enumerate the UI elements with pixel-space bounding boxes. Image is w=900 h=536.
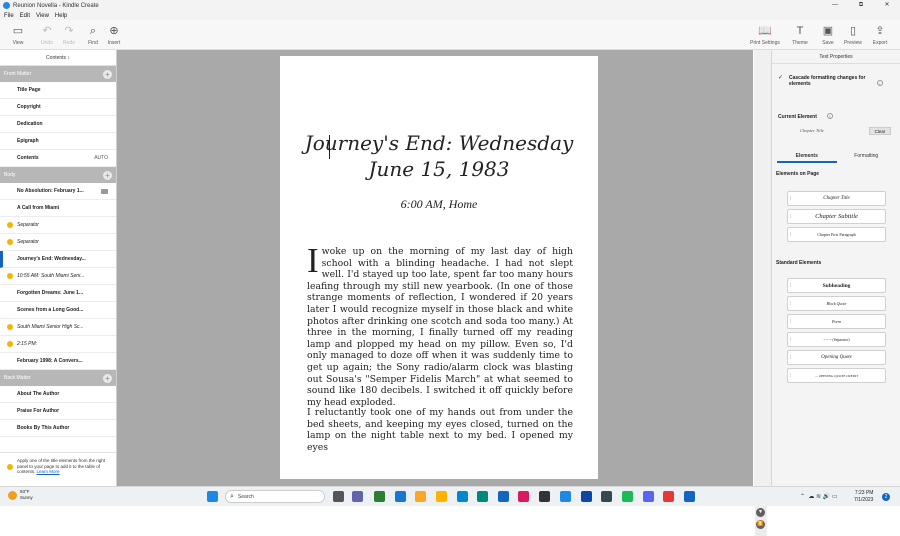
search-placeholder: Search: [237, 493, 254, 500]
toc-item-label: 10:55 AM: South Miami Seni...: [17, 273, 85, 279]
element-separator[interactable]: [787, 332, 886, 347]
element-label: Chapter First Paragraph: [817, 232, 856, 237]
warning-dot-icon: [7, 222, 13, 228]
toolbar: [0, 20, 900, 50]
steam-icon[interactable]: [601, 491, 612, 502]
toc-item-copyright[interactable]: [0, 99, 116, 116]
toc-item-label: 2:15 PM:: [17, 341, 38, 347]
redo-label: Redo: [63, 40, 75, 46]
element-opening-quote-credit[interactable]: [787, 368, 886, 383]
paragraph-text: woke up on the morning of my last day of high school with a blinding headache. I had not slept well. I'd stayed up too late, spent far too many hours leafing through my still new yearbook. (In one of those strange moments of reflection, I wondered if 20 years later I would recognize myself in those black and white photos after drinking one scotch and soda too many.) At three in the morning, I finally turned off my reading lamp and plopped my head on my pillow. Even so, I'd only managed to doze off when it was suddenly time to get up again; the Sony radio/alarm clock was blasting out Sousa's "Semper Fidelis March" at what seemed to sound like 180 decibels. I switched it off quickly before my head exploded.: [307, 246, 573, 408]
menu-help[interactable]: Help: [54, 12, 68, 19]
toc-item-label: Separator: [17, 222, 39, 228]
warning-dot-icon: [7, 324, 13, 330]
chapter-title-line1: Journey's End: Wednesday: [304, 131, 574, 155]
theme-label: Theme: [792, 40, 808, 46]
book-page[interactable]: [280, 56, 598, 479]
toc-item-separator-2[interactable]: [0, 234, 116, 251]
element-label: Chapter Title: [823, 196, 850, 201]
instagram-icon[interactable]: [518, 491, 529, 502]
add-body-icon[interactable]: +: [103, 171, 112, 180]
current-element-label: [778, 114, 817, 120]
contents-header: [0, 50, 116, 66]
add-back-matter-icon[interactable]: +: [103, 374, 112, 383]
toc-item-label: February 1998: A Convers...: [17, 358, 83, 364]
document-icon: [101, 189, 108, 194]
app-dark-icon[interactable]: [539, 491, 550, 502]
weather-text: [20, 489, 33, 501]
app-l-icon[interactable]: [374, 491, 385, 502]
scroll-down-icon[interactable]: ▼: [756, 508, 765, 517]
tablet-icon: ▯: [849, 25, 857, 37]
print-settings-label: Print Settings: [750, 40, 780, 46]
toc-item-label: Books By This Author: [17, 425, 70, 431]
volume-icon: 🔊: [822, 494, 831, 500]
element-label: Opening Quote: [821, 355, 852, 360]
cascade-option[interactable]: [778, 75, 869, 87]
element-label: ~ ~ ~ (Separator): [823, 337, 850, 342]
undo-label: Undo: [41, 40, 53, 46]
preview-button[interactable]: [840, 25, 866, 46]
element-chapter-subtitle[interactable]: [787, 209, 886, 224]
add-front-matter-icon[interactable]: +: [103, 70, 112, 79]
menu-bar: [0, 11, 900, 20]
panel-layout-icon: ▭: [12, 25, 24, 37]
element-chapter-first-paragraph[interactable]: [787, 227, 886, 242]
info-icon[interactable]: i: [827, 113, 833, 119]
toc-item-february-1998[interactable]: [0, 353, 116, 370]
task-view-icon[interactable]: [333, 491, 344, 502]
toc-item-scenes-long-goodbye[interactable]: [0, 302, 116, 319]
minimize-button[interactable]: —: [832, 2, 838, 8]
toc-item-dedication[interactable]: [0, 116, 116, 133]
element-subheading[interactable]: [787, 278, 886, 293]
current-element-text: Current Element: [778, 114, 817, 120]
chat-icon[interactable]: [352, 491, 363, 502]
cascade-label: Cascade formatting changes for elements: [789, 75, 866, 87]
chrome-icon[interactable]: [663, 491, 674, 502]
scroll-bottom-icon[interactable]: ⏬: [757, 521, 764, 527]
clear-button[interactable]: Clear: [869, 127, 891, 135]
info-icon[interactable]: i: [877, 80, 883, 86]
warning-dot-icon: [7, 273, 13, 279]
cloud-icon: ☁: [808, 494, 815, 500]
drag-handle-icon[interactable]: ⁞: [790, 319, 792, 325]
element-poem[interactable]: [787, 314, 886, 329]
drag-handle-icon[interactable]: ⁞: [790, 301, 792, 307]
toc-item-no-absolution[interactable]: [0, 183, 116, 200]
plus-circle-icon: ⊕: [109, 25, 119, 37]
export-label: Export: [872, 40, 888, 46]
toc-item-label: Separator: [17, 239, 39, 245]
chapter-subtitle[interactable]: 6:00 AM, Home: [400, 197, 478, 211]
system-tray[interactable]: [800, 493, 838, 500]
drag-handle-icon[interactable]: ⁞: [790, 355, 792, 361]
notification-badge[interactable]: 2: [882, 493, 890, 501]
warning-dot-icon: [7, 239, 13, 245]
spotify-icon[interactable]: [622, 491, 633, 502]
element-chapter-title[interactable]: [787, 191, 886, 206]
toc-item-215-pm[interactable]: [0, 336, 116, 353]
preview-label: Preview: [844, 40, 862, 46]
element-opening-quote[interactable]: [787, 350, 886, 365]
body-section[interactable]: [0, 167, 116, 183]
element-label: Block Quote: [826, 301, 847, 306]
chapter-title[interactable]: [280, 130, 598, 182]
taskbar-search[interactable]: [225, 490, 325, 503]
start-icon[interactable]: [207, 491, 218, 502]
toc-item-label: A Call from Miami: [17, 205, 60, 211]
toc-item-label: Dedication: [17, 121, 43, 127]
toc-item-contents[interactable]: [0, 150, 116, 167]
toc-item-call-from-miami[interactable]: [0, 200, 116, 217]
toc-item-label: Contents: [17, 155, 39, 161]
kindle-create-app-icon: [3, 2, 10, 9]
store-icon[interactable]: [395, 491, 406, 502]
learn-more-link[interactable]: Learn More: [36, 469, 60, 474]
element-block-quote[interactable]: [787, 296, 886, 311]
search-icon: ⌕: [89, 25, 97, 37]
back-matter-section[interactable]: [0, 370, 116, 386]
theme-button[interactable]: [787, 25, 813, 46]
view-button[interactable]: [5, 25, 31, 46]
panel-divider: [754, 50, 771, 486]
chapter-title-line2: June 15, 1983: [368, 157, 510, 181]
contents-panel: [0, 50, 117, 486]
contents-title: Contents: [46, 54, 67, 61]
toc-item-about-author[interactable]: [0, 386, 116, 403]
toc-item-label: Title Page: [17, 87, 41, 93]
search-icon: ⌕: [230, 492, 234, 500]
windows-taskbar: [0, 486, 900, 506]
toc-item-label: Epigraph: [17, 138, 39, 144]
export-icon: ⇪: [875, 25, 885, 37]
sort-icon[interactable]: ↕: [67, 54, 70, 61]
toc-item-label: Scenes from a Long Good...: [17, 307, 84, 313]
discord-icon[interactable]: [643, 491, 654, 502]
current-element-value: Chapter Title: [800, 128, 824, 133]
warning-dot-icon: [7, 341, 13, 347]
print-settings-button[interactable]: [752, 25, 778, 46]
toc-item-journeys-end[interactable]: [0, 251, 116, 268]
clock-date: 7/1/2023: [854, 496, 874, 503]
toc-item-label: About The Author: [17, 391, 60, 397]
auto-badge: AUTO: [94, 155, 108, 161]
theme-icon: T: [796, 25, 804, 37]
weather-widget[interactable]: [8, 489, 33, 501]
title-bar: [0, 0, 900, 11]
element-label: Subheading: [822, 282, 851, 289]
restore-button[interactable]: ⧉: [858, 2, 864, 8]
book-icon: 📖: [758, 25, 772, 37]
standard-elements-label: Standard Elements: [776, 260, 822, 266]
front-matter-section[interactable]: [0, 66, 116, 82]
save-button[interactable]: [815, 25, 841, 46]
menu-edit[interactable]: Edit: [19, 12, 31, 19]
window-controls: [822, 0, 900, 11]
toc-item-south-miami-senior[interactable]: [0, 268, 116, 285]
tab-formatting[interactable]: Formatting: [854, 153, 879, 159]
insert-button[interactable]: [101, 25, 127, 46]
warning-dot-icon: [7, 464, 13, 470]
drag-handle-icon[interactable]: ⁞: [790, 283, 792, 289]
redo-button[interactable]: [56, 25, 82, 46]
toc-tip: [0, 452, 116, 486]
toc-item-books-by-author[interactable]: [0, 420, 116, 437]
toc-item-separator-1[interactable]: [0, 217, 116, 234]
close-button[interactable]: ✕: [884, 2, 890, 8]
toc-item-title-page[interactable]: [0, 82, 116, 99]
drag-handle-icon[interactable]: ⁞: [790, 232, 792, 238]
toc-item-label: Forgotten Dreams: June 1...: [17, 290, 84, 296]
body-label: Body: [4, 172, 16, 178]
app-teal-icon[interactable]: [477, 491, 488, 502]
front-matter-label: Front Matter: [4, 71, 32, 77]
save-label: Save: [822, 40, 834, 46]
wifi-icon: ≋: [816, 494, 822, 500]
taskbar-clock[interactable]: [854, 490, 873, 503]
drag-handle-icon[interactable]: ⁞: [790, 373, 792, 379]
drop-cap: I: [307, 241, 319, 280]
back-matter-label: Back Matter: [4, 375, 31, 381]
toc-item-praise-author[interactable]: [0, 403, 116, 420]
text-properties-panel: [771, 50, 900, 486]
element-label: — OPENING QUOTE CREDIT: [814, 373, 859, 378]
toc-item-label: Copyright: [17, 104, 41, 110]
app-orange-icon[interactable]: [436, 491, 447, 502]
chapter-first-paragraph[interactable]: [307, 241, 573, 408]
app-dark-blue-icon[interactable]: [498, 491, 509, 502]
cascade-checkbox[interactable]: ✓: [778, 75, 784, 81]
element-label: Chapter Subtitle: [815, 213, 858, 220]
export-button[interactable]: [867, 25, 893, 46]
file-explorer-icon[interactable]: [415, 491, 426, 502]
tip-text: Apply one of the title elements from the right panel to your page to add it to the table of contents.: [17, 458, 106, 474]
drag-handle-icon[interactable]: ⁞: [790, 337, 792, 343]
weather-temp: 93°F: [20, 489, 30, 494]
undo-icon: ↶: [42, 25, 52, 37]
properties-tabs: [777, 150, 896, 163]
view-label: View: [12, 40, 24, 46]
toc-item-forgotten-dreams[interactable]: [0, 285, 116, 302]
text-properties-header: Text Properties: [772, 50, 900, 64]
chevron-up-icon[interactable]: ⌃: [800, 494, 806, 500]
redo-icon: ↷: [64, 25, 74, 37]
toc-item-label: Praise For Author: [17, 408, 60, 414]
window-title: Reunion Novella - Kindle Create: [13, 2, 99, 9]
save-icon: ▣: [822, 25, 834, 37]
sun-icon: [8, 491, 17, 500]
drag-handle-icon[interactable]: ⁞: [790, 196, 792, 202]
find-label: Find: [88, 40, 98, 46]
menu-file[interactable]: File: [4, 12, 14, 19]
clock-time: 7:23 PM: [854, 490, 874, 496]
toc-item-epigraph[interactable]: [0, 133, 116, 150]
app-navy-icon[interactable]: [581, 491, 592, 502]
elements-on-page-label: Elements on Page: [776, 171, 820, 177]
element-label: Poem: [831, 319, 842, 324]
kindle-create-taskbar-icon[interactable]: [560, 491, 571, 502]
menu-view[interactable]: View: [36, 12, 49, 19]
app-blue-icon[interactable]: [457, 491, 468, 502]
drag-handle-icon[interactable]: ⁞: [790, 214, 792, 220]
toc-item-label: No Absolution: February 1...: [17, 188, 84, 194]
weather-desc: Sunny: [20, 495, 33, 500]
tab-elements[interactable]: Elements: [777, 150, 837, 163]
toc-item-label: Journey's End: Wednesday...: [17, 256, 86, 262]
body-paragraph[interactable]: I reluctantly took one of my hands out from under the bed sheets, and keeping my eyes closed, turned on the lamp on the night table next to my bed. I opened my eyes: [307, 407, 573, 453]
toc-item-label: South Miami Senior High Sc...: [17, 324, 84, 330]
insert-label: Insert: [107, 40, 121, 46]
toc-item-south-miami-high[interactable]: [0, 319, 116, 336]
word-icon[interactable]: [684, 491, 695, 502]
battery-icon: ▭: [831, 494, 838, 500]
